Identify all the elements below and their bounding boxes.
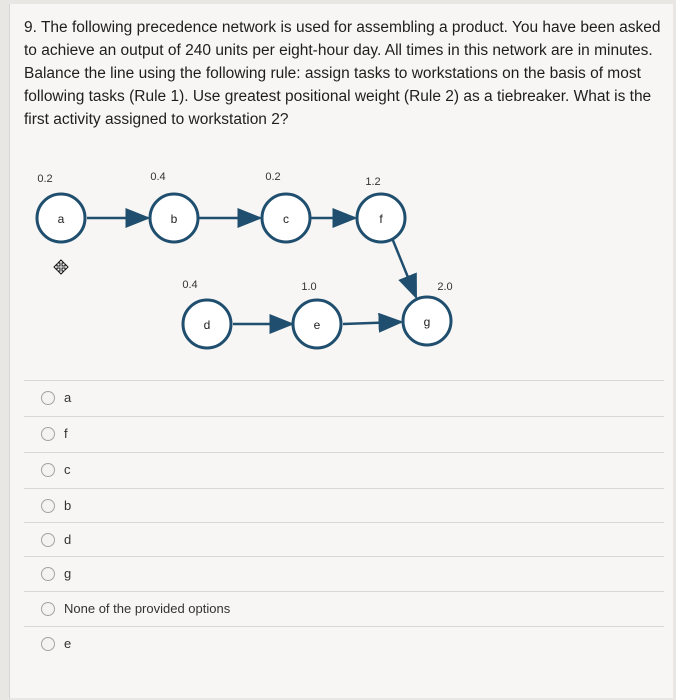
radio-button[interactable] [41, 637, 55, 651]
svg-text:a: a [57, 212, 65, 226]
option-a[interactable] [24, 380, 664, 414]
node-g [403, 281, 453, 345]
node-a-time: 0.2 [37, 173, 53, 185]
node-a [37, 173, 85, 242]
option-d[interactable] [24, 522, 664, 556]
option-b[interactable] [24, 488, 664, 522]
question-text: 9. The following precedence network is used for assembling a product. You have been asked to achieve an output of 240 units per eight-hour day. All times in this network are in minutes. Balance the line using the following rule: assign tasks to workstations on the basis of most following tasks (Rule 1). Use greatest positional weight (Rule 2) as a tiebreaker. What is the first activity assigned to workstation 2? [24, 19, 661, 128]
node-g-time: 2.0 [437, 281, 453, 293]
node-e [293, 281, 341, 348]
radio-button[interactable] [41, 463, 55, 477]
option-label: c [64, 462, 71, 477]
svg-text:e: e [313, 318, 321, 332]
move-cursor-icon [54, 260, 68, 274]
svg-text:d: d [203, 318, 211, 332]
node-c [262, 171, 310, 242]
node-d-time: 0.4 [182, 279, 198, 291]
option-none[interactable] [24, 591, 664, 625]
option-label: b [64, 498, 72, 513]
node-f [357, 176, 405, 242]
radio-button[interactable] [41, 427, 55, 441]
svg-text:g: g [423, 315, 431, 329]
node-e-time: 1.0 [301, 281, 317, 293]
option-e[interactable] [24, 626, 664, 660]
option-c[interactable] [24, 452, 664, 486]
option-label: f [64, 426, 68, 441]
svg-text:c: c [283, 212, 289, 226]
svg-text:f: f [379, 212, 383, 226]
node-c-time: 0.2 [265, 171, 281, 183]
edge-e-g [343, 322, 401, 324]
option-label: None of the provided options [64, 601, 231, 616]
node-d [182, 279, 231, 348]
node-b-time: 0.4 [150, 171, 166, 183]
option-f[interactable] [24, 416, 664, 450]
radio-button[interactable] [41, 499, 55, 513]
option-label: e [64, 636, 72, 651]
option-g[interactable] [24, 556, 664, 590]
node-f-time: 1.2 [365, 176, 381, 188]
node-b [150, 171, 198, 242]
radio-button[interactable] [41, 391, 55, 405]
svg-text:b: b [170, 212, 178, 226]
option-label: d [64, 532, 72, 547]
radio-button[interactable] [41, 533, 55, 547]
option-label: g [64, 566, 72, 581]
radio-button[interactable] [41, 567, 55, 581]
radio-button[interactable] [41, 602, 55, 616]
option-label: a [64, 390, 72, 405]
edge-f-g [392, 238, 416, 297]
